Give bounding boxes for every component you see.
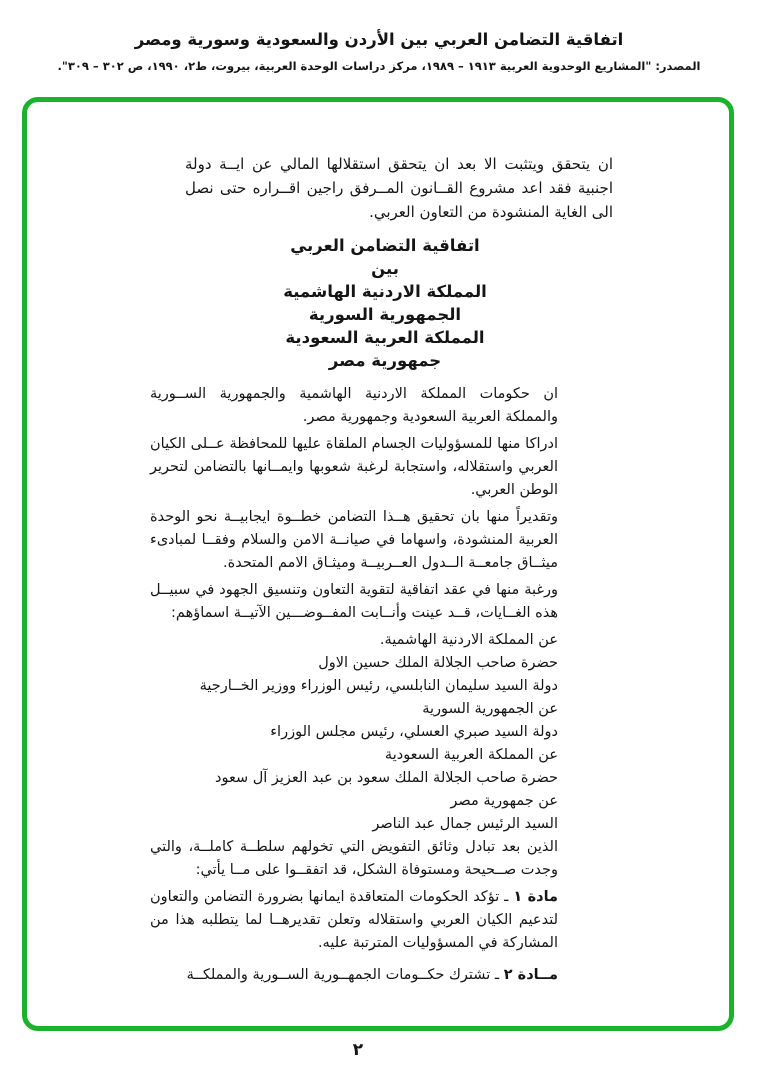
agreement-clause: الذين بعد تبادل وثائق التفويض التي تخولهم سلطــة كاملــة، والتي وجدت صــحيحة ومستوفاة الشكل، قد اتفقــوا على مــا يأتي:: [150, 839, 558, 878]
preamble-paragraph: ورغبة منها في عقد اتفاقية لتقوية التعاون وتنسيق الجهود في سبيــل هذه الغــايات، قــد عينت وأنــابت المفــوضـــين الآتيــة اسماؤهم:: [150, 582, 558, 621]
title-line-agreement: اتفاقية التضامن العربي: [290, 236, 480, 255]
article-2: [150, 964, 558, 987]
title-line-between: بين: [371, 259, 399, 278]
delegate-line: حضرة صاحب الجلالة الملك سعود بن عبد العزيز آل سعود: [215, 770, 558, 786]
article-1-label: مادة ١: [513, 889, 559, 905]
title-line-egypt: جمهورية مصر: [328, 351, 442, 370]
delegate-line: عن الجمهورية السورية: [422, 701, 558, 717]
delegate-line: السيد الرئيس جمال عبد الناصر: [372, 816, 558, 832]
document-title: اتفاقية التضامن العربي بين الأردن والسعودية وسورية ومصر: [134, 30, 624, 49]
article-2-label: مــادة ٢: [503, 967, 558, 983]
article-1-text: ـ تؤكد الحكومات المتعاقدة ايمانها بضرورة التضامن والتعاون لتدعيم الكيان العربي واستقلاله وتعلن تقديرهــا لما يتطلبه هذا من المشاركة في المسؤوليات المترتبة عليه.: [150, 889, 558, 951]
title-line-saudi: المملكة العربية السعودية: [285, 328, 485, 347]
article-1: [150, 886, 558, 955]
delegates-list: [150, 629, 558, 836]
delegate-line: عن المملكة العربية السعودية: [384, 747, 558, 763]
intro-paragraph: ان يتحقق ويتثبت الا بعد ان يتحقق استقلالها المالي عن ايــة دولة اجنبية فقد اعد مشروع القــانون المــرفق راجين اقــراره حتى نصل الى الغاية المنشودة من التعاون العربي.: [185, 155, 613, 221]
delegate-line: دولة السيد صبري العسلي، رئيس مجلس الوزراء: [270, 724, 558, 740]
document-body: [150, 383, 558, 991]
source-citation: المصدر: "المشاريع الوحدوية العربية ١٩١٣ – ١٩٨٩، مركز دراسات الوحدة العربية، بيروت، ط٢، ١٩٩٠، ص ٣٠٢ – ٣٠٩".: [57, 59, 701, 73]
preamble-paragraph: ادراكا منها للمسؤوليات الجسام الملقاة عليها للمحافظة عــلى الكيان العربي واستقلاله، واستجابة لرغبة شعوبها وايمــانها بالتضامن لتحرير الوطن العربي.: [150, 436, 558, 498]
agreement-title-block: [155, 234, 615, 372]
delegate-line: عن المملكة الاردنية الهاشمية.: [379, 632, 558, 648]
preamble-paragraph: ان حكومات المملكة الاردنية الهاشمية والجمهورية الســورية والمملكة العربية السعودية وجمهورية مصر.: [150, 386, 558, 425]
title-line-jordan: المملكة الاردنية الهاشمية: [283, 282, 487, 301]
delegate-line: عن جمهورية مصر: [450, 793, 558, 809]
delegate-line: دولة السيد سليمان النابلسي، رئيس الوزراء ووزير الخــارجية: [199, 678, 558, 694]
title-line-syria: الجمهورية السورية: [308, 305, 462, 324]
delegate-line: حضرة صاحب الجلالة الملك حسين الاول: [318, 655, 558, 671]
preamble-paragraph: وتقديراً منها بان تحقيق هــذا التضامن خطــوة ايجابيــة نحو الوحدة العربية المنشودة، واسهاما في صيانــة الامن والسلام وفقــا لمبادىء ميثــاق جامعــة الــدول العــربيــة وميثـاق الامم المتحدة.: [150, 509, 558, 571]
article-2-text: ـ تشترك حكــومات الجمهــورية الســورية والمملكــة: [186, 967, 500, 983]
document-header: [0, 28, 758, 74]
page-number: ٢: [352, 1040, 364, 1060]
